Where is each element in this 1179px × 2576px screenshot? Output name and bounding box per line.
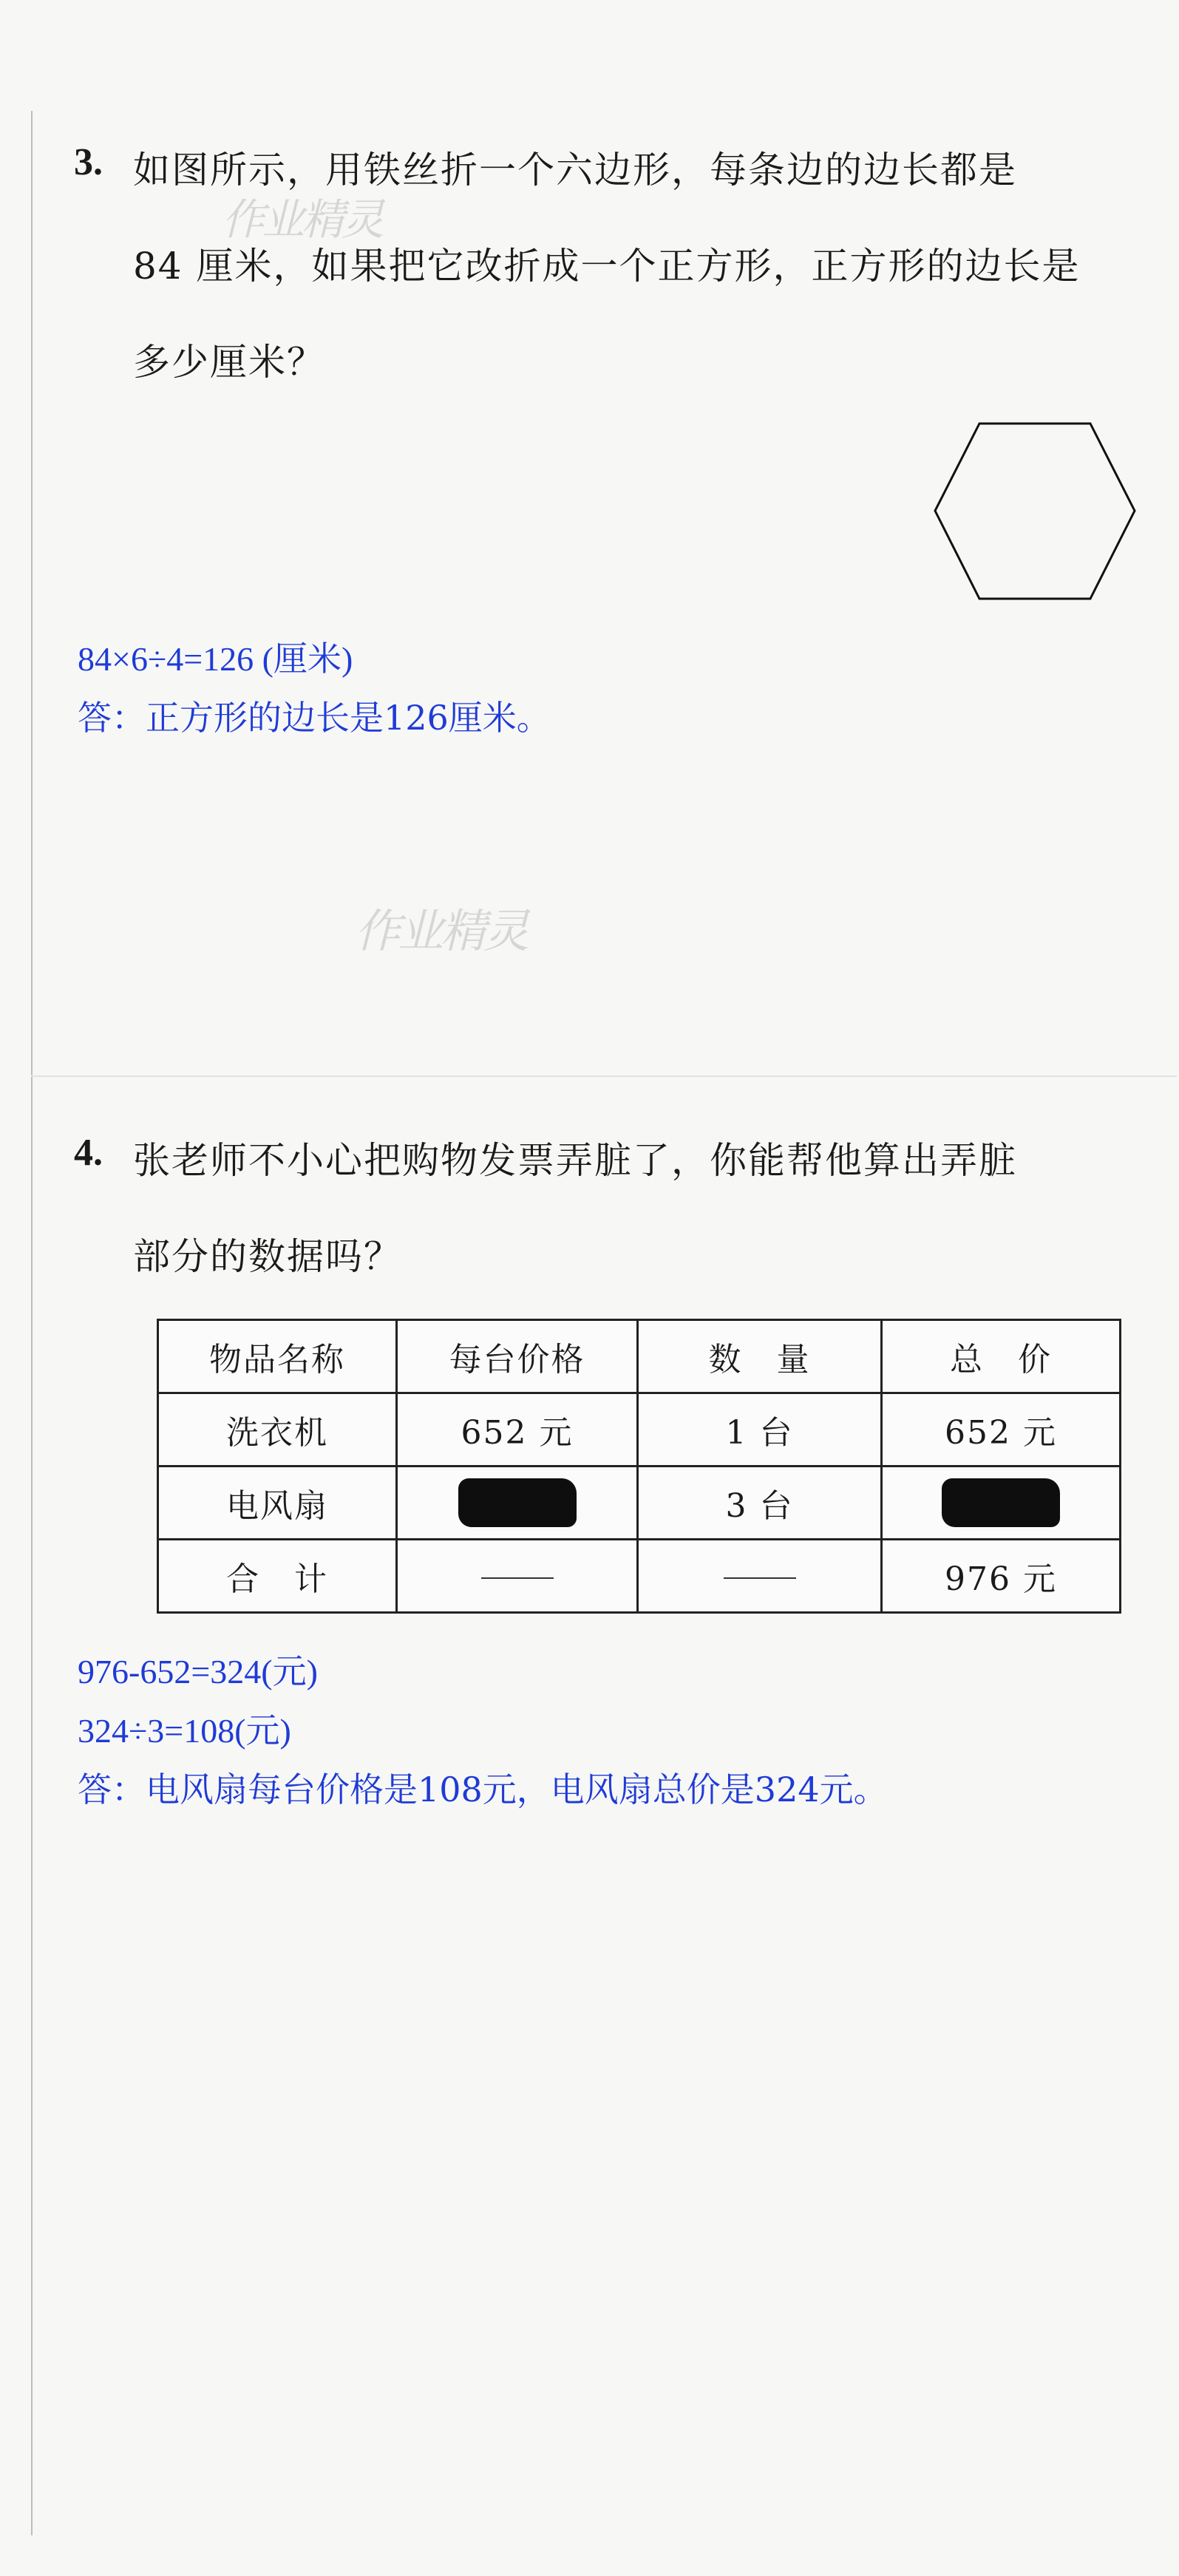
cell-dash <box>397 1540 638 1613</box>
cell: 652 元 <box>397 1393 638 1467</box>
cell: 洗衣机 <box>158 1393 397 1467</box>
cell-smudged <box>882 1467 1121 1540</box>
cell-smudged <box>397 1467 638 1540</box>
q3-answer-calc: 84×6÷4=126 (厘米) <box>78 640 353 678</box>
cell: 1 台 <box>638 1393 882 1467</box>
watermark-1: 作业精灵 <box>222 194 382 245</box>
ink-smudge <box>942 1478 1060 1527</box>
header-item-name: 物品名称 <box>158 1320 397 1393</box>
dash-line <box>481 1577 554 1579</box>
q3-line-1: 如图所示，用铁丝折一个六边形，每条边的边长都是 <box>133 149 1017 191</box>
q3-line-2: 84 厘米，如果把它改折成一个正方形，正方形的边长是 <box>133 245 1081 288</box>
q3-line-3: 多少厘米？ <box>133 341 325 384</box>
q3-number: 3. <box>74 141 103 183</box>
q4-answer-calc-1: 976-652=324(元) <box>78 1653 318 1690</box>
q4-line-2: 部分的数据吗？ <box>133 1235 402 1278</box>
cell: 652 元 <box>882 1393 1121 1467</box>
q4-line-1: 张老师不小心把购物发票弄脏了，你能帮他算出弄脏 <box>133 1139 1017 1182</box>
cell-dash <box>638 1540 882 1613</box>
cell: 976 元 <box>882 1540 1121 1613</box>
ink-smudge <box>458 1478 577 1527</box>
cell: 合 计 <box>158 1540 397 1613</box>
dash-line <box>724 1577 796 1579</box>
table-header-row <box>158 1320 1121 1393</box>
q4-number: 4. <box>74 1132 103 1174</box>
q3-answer-text: 答：正方形的边长是126厘米。 <box>78 698 551 738</box>
margin-line <box>31 111 33 2535</box>
table-row <box>158 1467 1121 1540</box>
cell: 3 台 <box>638 1467 882 1540</box>
table-row <box>158 1393 1121 1467</box>
receipt-table <box>157 1319 1121 1614</box>
header-quantity: 数 量 <box>638 1320 882 1393</box>
header-total-price: 总 价 <box>882 1320 1121 1393</box>
q4-answer-calc-2: 324÷3=108(元) <box>78 1712 291 1750</box>
table-row <box>158 1540 1121 1613</box>
section-divider <box>31 1075 1177 1077</box>
hexagon-figure <box>924 418 1146 610</box>
q4-answer-text: 答：电风扇每台价格是108元，电风扇总价是324元。 <box>78 1770 888 1809</box>
watermark-2: 作业精灵 <box>355 904 527 958</box>
header-unit-price: 每台价格 <box>397 1320 638 1393</box>
cell: 电风扇 <box>158 1467 397 1540</box>
